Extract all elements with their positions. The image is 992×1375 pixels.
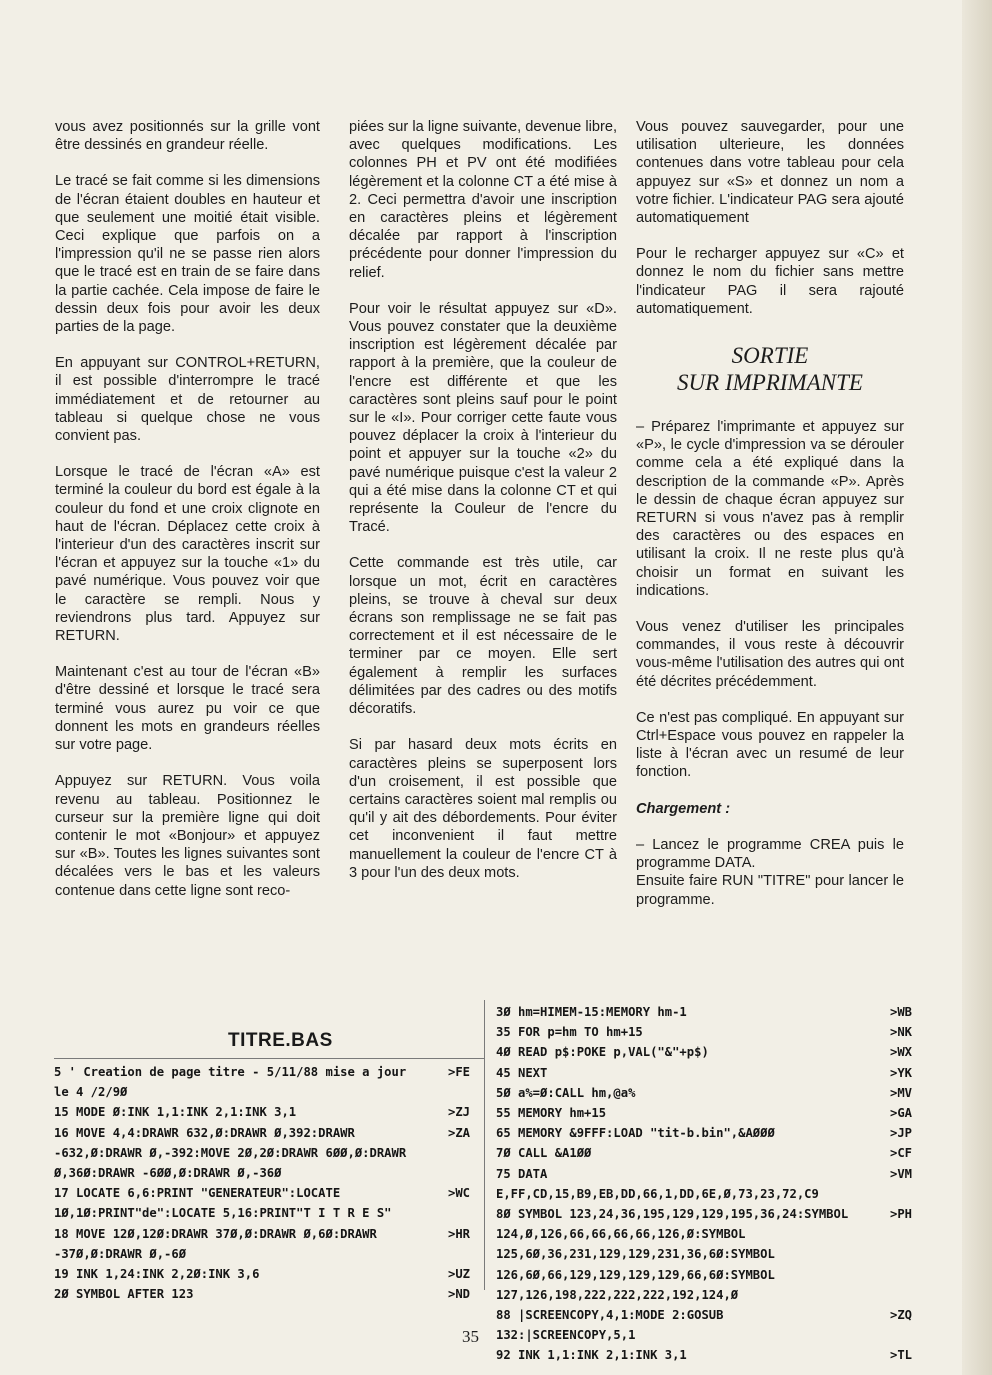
code-text: 15 MODE Ø:INK 1,1:INK 2,1:INK 3,1	[54, 1105, 297, 1120]
paragraph: Lorsque le tracé de l'écran «A» est terminé la couleur du bord est égale à la couleur du fond et une croix clignote en haut de l'écran. Déplacez cette croix à l'interieur d'un des caractères inscrit sur l'écran et appuyez sur la touche «1» du pavé numérique. Vous pouvez voir que le caractère se rempli. Nous y reviendrons plus tard. Appuyez sur RETURN.	[55, 464, 320, 645]
page-number: 35	[462, 1327, 479, 1346]
code-line	[496, 1042, 912, 1062]
listing-title: TITRE.BAS	[228, 1030, 333, 1051]
code-line	[54, 1224, 470, 1264]
paragraph: – Lancez le programme CREA puis le programme DATA.	[636, 836, 904, 872]
checksum: >GA	[889, 1106, 912, 1121]
code-text: 5Ø a%=Ø:CALL hm,@a%	[496, 1085, 636, 1100]
checksum: >TL	[889, 1348, 912, 1363]
code-text: 92 INK 1,1:INK 2,1:INK 3,1	[496, 1348, 687, 1363]
code-line	[496, 1002, 912, 1022]
code-line	[496, 1305, 912, 1345]
code-line	[496, 1143, 912, 1163]
code-text: 18 MOVE 12Ø,12Ø:DRAWR 37Ø,Ø:DRAWR Ø,6Ø:DRAWR -37Ø,Ø:DRAWR Ø,-6Ø	[54, 1226, 385, 1261]
code-line	[496, 1022, 912, 1042]
paragraph: piées sur la ligne suivante, devenue libre, avec quelques modifications. Les colonnes PH et PV ont été modifiées légèrement et la colonne CT a été mise à 2. Ceci permettra d'avoir une inscription en caractères pleins et légèrement décalée par rapport à l'inscription précédente pour donner l'impression du relief.	[349, 119, 617, 281]
article-column-2	[349, 118, 617, 900]
section-heading-line-1: SORTIE	[731, 343, 809, 369]
checksum: >YK	[889, 1065, 912, 1080]
code-text: 19 INK 1,24:INK 2,2Ø:INK 3,6	[54, 1267, 260, 1282]
paragraph: Cette commande est très utile, car lorsque un mot, écrit en caractères pleins, se trouve à cheval sur deux écrans son remplissage ne se fait pas correctement et il est nécessaire de le terminer par ce moyen. Elle sert également à remplir les surfaces délimitées par des cadres ou des motifs décoratifs.	[349, 555, 617, 718]
code-text: 4Ø READ p$:POKE p,VAL("&"+p$)	[496, 1045, 709, 1060]
paragraph: Pour voir le résultat appuyez sur «D». Vous pouvez constater que la deuxième inscription est légèrement décalée par rapport à la première, que la couleur de l'encre est différente et que les caractères sont pleins sauf pour le point sur le «I». Pour corriger cette faute vous pouvez déplacer la croix à l'interieur du point et appuyer sur la touche «2» du pavé numérique puisque c'est la valeur 2 qui a été mise dans la colonne CT et qui représente la Couleur de l'encre du Tracé.	[349, 300, 617, 536]
checksum: >UZ	[447, 1267, 470, 1282]
paragraph: Vous venez d'utiliser les principales commandes, il vous reste à découvrir vous-même l'utilisation des autres qui ont été décrites précédemment.	[636, 619, 904, 690]
code-text: 45 NEXT	[496, 1065, 548, 1080]
page-edge-shadow	[962, 0, 992, 1375]
code-text: 16 MOVE 4,4:DRAWR 632,Ø:DRAWR Ø,392:DRAWR -632,Ø:DRAWR Ø,-392:MOVE 2Ø,2Ø:DRAWR 6ØØ,Ø:DRAWR Ø,36Ø:DRAWR -6ØØ,Ø:DRAWR Ø,-36Ø	[54, 1125, 414, 1181]
code-text: 35 FOR p=hm TO hm+15	[496, 1025, 643, 1040]
checksum: >JP	[889, 1126, 912, 1141]
paragraph: – Préparez l'imprimante et appuyez sur «P», le cycle d'impression va se dérouler comme cela a été expliqué dans la description de la commande «P». Après le dessin de chaque écran appuyez sur RETURN si vous n'avez pas à remplir des caractères ou des espaces en utilisant la croix. Il ne reste plus qu'à choisir un format en suivant les indications.	[636, 419, 904, 599]
code-line	[496, 1345, 912, 1365]
section-heading	[636, 342, 904, 396]
checksum: >PH	[889, 1207, 912, 1222]
checksum: >WB	[889, 1005, 912, 1019]
paragraph: En appuyant sur CONTROL+RETURN, il est possible d'interrompre le tracé immédiatement et de retourner au tableau si quelque chose ne vous convient pas.	[55, 355, 320, 445]
code-text: 5 ' Creation de page titre - 5/11/88 mise a jour le 4 /2/9Ø	[54, 1065, 414, 1100]
article-column-1	[55, 118, 320, 918]
code-line	[496, 1063, 912, 1083]
code-line	[496, 1103, 912, 1123]
code-text: 75 DATA E,FF,CD,15,B9,EB,DD,66,1,DD,6E,Ø,73,23,72,C9	[496, 1166, 819, 1201]
paragraph: Le tracé se fait comme si les dimensions de l'écran étaient doubles en hauteur et que seulement une moitié était visible. Ceci explique que parfois on a l'impression qu'il ne se passe rien alors que le tracé est en train de se faire dans la partie cachée. Cela impose de faire le dessin deux fois pour avoir les deux parties de la page.	[55, 173, 320, 336]
article-column-3	[636, 118, 904, 909]
code-line	[496, 1164, 912, 1204]
checksum: >NK	[889, 1025, 912, 1040]
paragraph: Vous pouvez sauvegarder, pour une utilisation ulterieure, les données contenues dans votre tableau pour cela appuyez sur «S» et donnez un nom a votre fichier. L'indicateur PAG sera ajouté automatiquement	[636, 119, 904, 227]
paragraph: Ensuite faire RUN "TITRE" pour lancer le programme.	[636, 873, 904, 908]
code-text: 65 MEMORY &9FFF:LOAD "tit-b.bin",&AØØØ	[496, 1126, 775, 1141]
section-heading-line-2: SUR IMPRIMANTE	[677, 370, 863, 396]
checksum: >FE	[447, 1065, 470, 1079]
code-text: 3Ø hm=HIMEM-15:MEMORY hm-1	[496, 1005, 687, 1019]
code-text: 7Ø CALL &A1ØØ	[496, 1146, 592, 1161]
checksum: >ZQ	[889, 1308, 912, 1323]
listing-divider-vertical	[484, 1000, 485, 1290]
code-text: 2Ø SYMBOL AFTER 123	[54, 1287, 194, 1302]
paragraph: Si par hasard deux mots écrits en caractères pleins se superposent lors d'un croisement, il est possible que certains caractères soient mal remplis ou qu'il y ait des débordements. Pour éviter cet inconvenient il faut mettre manuellement la couleur de l'encre CT à 3 pour l'un des deux mots.	[349, 737, 617, 881]
chargement-heading: Chargement :	[636, 800, 731, 817]
code-text: 55 MEMORY hm+15	[496, 1106, 607, 1121]
checksum: >ZJ	[447, 1105, 470, 1120]
code-line	[54, 1183, 470, 1223]
code-line	[496, 1123, 912, 1143]
checksum: >CF	[889, 1146, 912, 1161]
checksum: >MV	[889, 1085, 912, 1100]
checksum: >VM	[889, 1166, 912, 1181]
code-listing-left	[54, 1062, 470, 1304]
code-line	[54, 1102, 470, 1122]
paragraph: Maintenant c'est au tour de l'écran «B» d'être dessiné et lorsque le tracé sera terminé vous aurez pu voir ce que donnent les mots en grandeurs réelles sur votre page.	[55, 664, 320, 754]
paragraph: Ce n'est pas compliqué. En appuyant sur Ctrl+Espace vous pouvez en rappeler la liste à l'écran avec un resumé de leur fonction.	[636, 709, 904, 781]
listing-divider-horizontal	[54, 1058, 484, 1059]
code-line	[54, 1284, 470, 1304]
code-line	[496, 1083, 912, 1103]
checksum: >ZA	[447, 1125, 470, 1140]
code-line	[496, 1204, 912, 1305]
code-line	[54, 1264, 470, 1284]
code-line	[54, 1123, 470, 1184]
code-text: 88 |SCREENCOPY,4,1:MODE 2:GOSUB 132:|SCREENCOPY,5,1	[496, 1308, 731, 1343]
code-text: 17 LOCATE 6,6:PRINT "GENERATEUR":LOCATE 1Ø,1Ø:PRINT"de":LOCATE 5,16:PRINT"T I T R E S"	[54, 1186, 392, 1221]
checksum: >HR	[447, 1226, 470, 1241]
checksum: >ND	[447, 1287, 470, 1302]
checksum: >WX	[889, 1045, 912, 1060]
paragraph: Pour le recharger appuyez sur «C» et donnez le nom du fichier sans mettre l'indicateur PAG il sera rajouté automatiquement.	[636, 246, 904, 317]
code-line	[54, 1062, 470, 1102]
paragraph: Appuyez sur RETURN. Vous voila revenu au tableau. Positionnez le curseur sur la première ligne qui doit contenir le mot «Bonjour» et appuyez sur «B». Toutes les lignes suivantes sont décalées vers le bas et les valeurs contenue dans cette ligne sont reco-	[55, 773, 320, 899]
code-listing-right	[496, 1002, 912, 1366]
checksum: >WC	[447, 1186, 470, 1201]
paragraph: vous avez positionnés sur la grille vont être dessinés en grandeur réelle.	[55, 119, 320, 154]
code-text: 8Ø SYMBOL 123,24,36,195,129,129,195,36,24:SYMBOL 124,Ø,126,66,66,66,66,126,Ø:SYMBOL 125,6Ø,36,231,129,129,231,36,6Ø:SYMBOL 126,6Ø,66,129,129,129,129,66,6Ø:SYMBOL 127,126,198,222,222,222,192,124,Ø	[496, 1207, 856, 1302]
